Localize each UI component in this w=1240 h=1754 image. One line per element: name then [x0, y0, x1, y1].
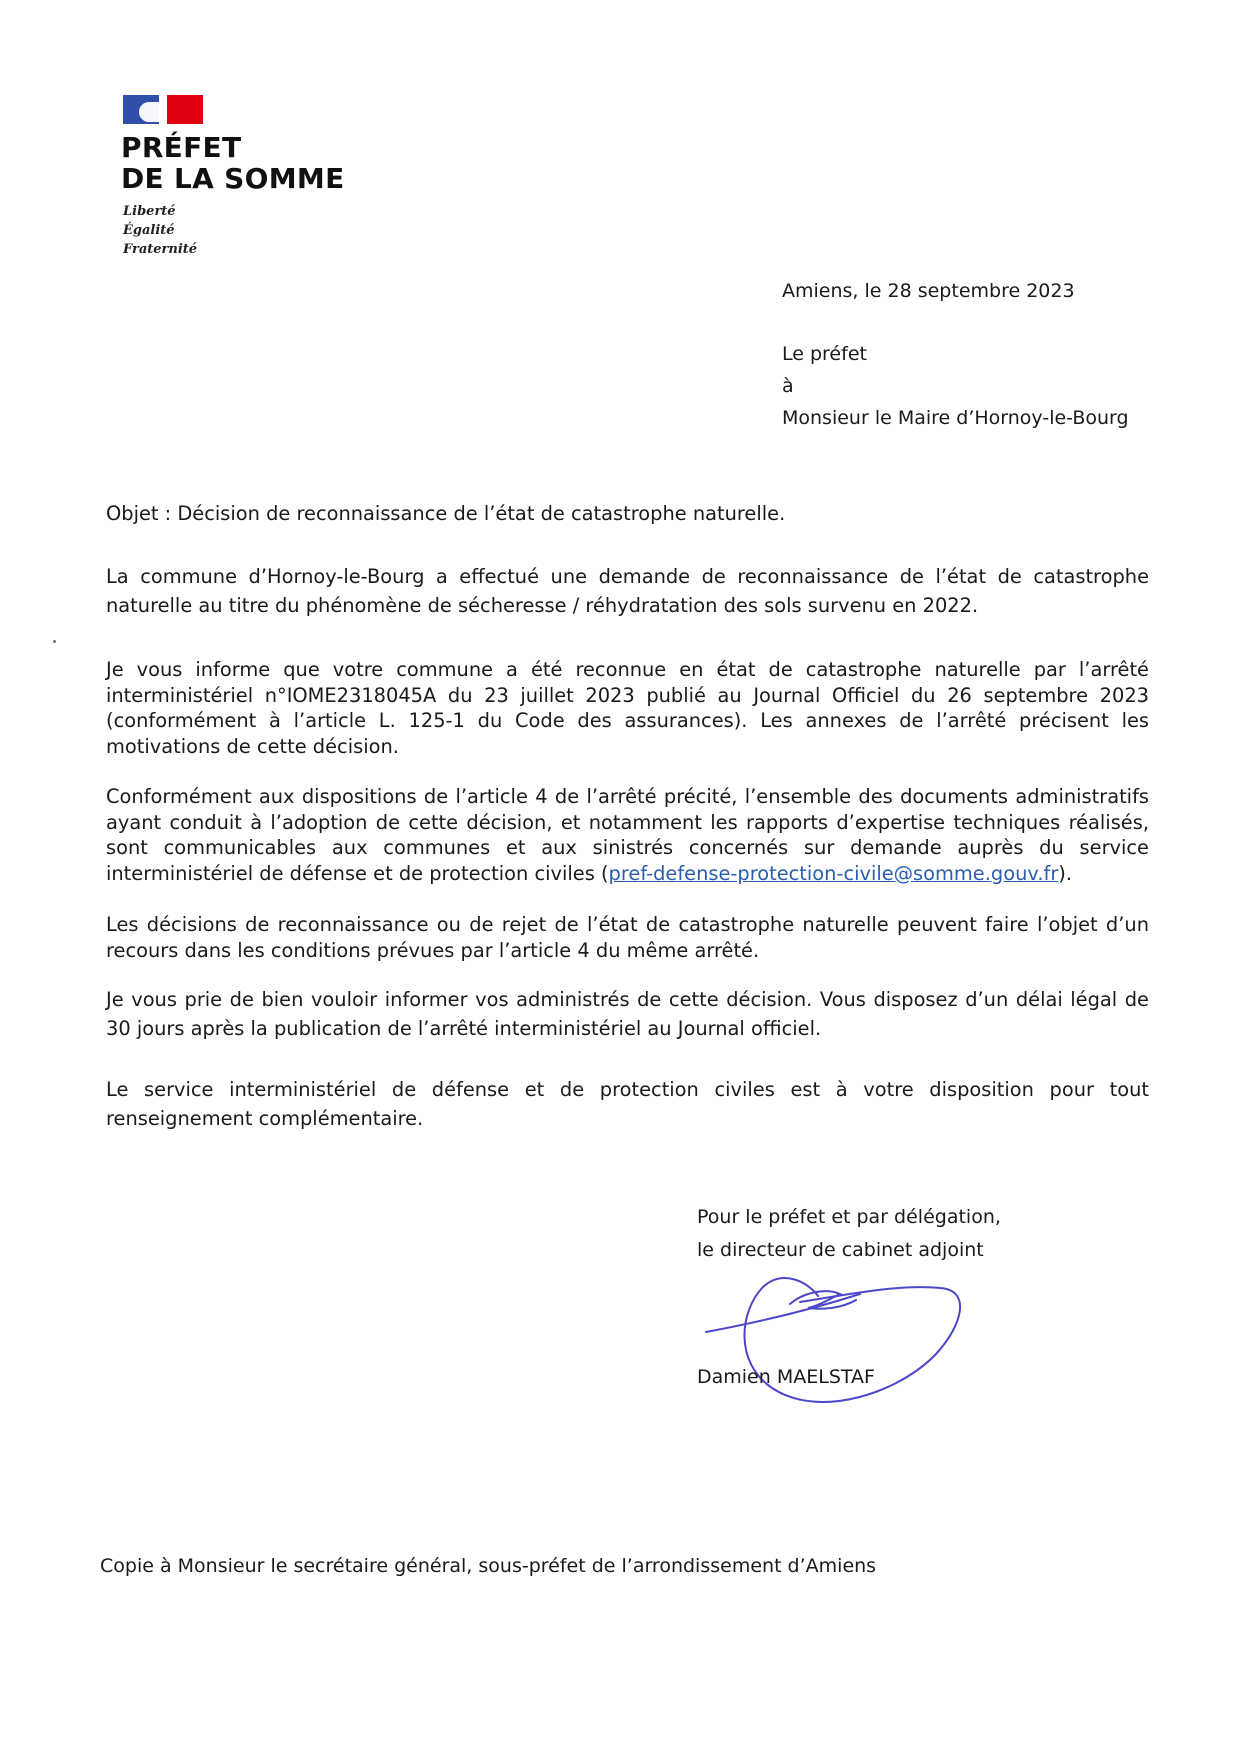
email-link[interactable]: pref-defense-protection-civile@somme.gouv.fr — [608, 861, 1059, 885]
subject-line: Objet : Décision de reconnaissance de l’état de catastrophe naturelle. — [106, 502, 786, 525]
copy-line: Copie à Monsieur le secrétaire général, sous-préfet de l’arrondissement d’Amiens — [100, 1555, 877, 1577]
paragraph-request: La commune d’Hornoy-le-Bourg a effectué une demande de reconnaissance de l’état de catastrophe naturelle au titre du phénomène de sécheresse / réhydratation des sols survenu en 2022. — [106, 565, 1149, 617]
marianne-logo — [123, 95, 203, 124]
handwritten-signature — [700, 1270, 990, 1415]
paragraph-documents-text: Conformément aux dispositions de l’article 4 de l’arrêté précité, l’ensemble des documents administratifs ayant conduit à l’adoption de cette décision, et notamment les rapports d’expertise techniques réalisés, sont communicables aux communes et aux sinistrés concernés sur demande auprès du service interministériel de défense et de protection civiles ( — [106, 785, 1149, 885]
sender: Le préfet — [782, 343, 867, 365]
scan-artifact — [53, 640, 56, 643]
signer-name: Damien MAELSTAF — [697, 1366, 875, 1388]
motto-egalite: Égalité — [123, 223, 175, 238]
marianne-profile-icon — [139, 102, 159, 122]
signature-title: le directeur de cabinet adjoint — [697, 1239, 984, 1261]
paragraph-recognition: Je vous informe que votre commune a été reconnue en état de catastrophe naturelle par l’arrêté interministériel n°IOME2318045A du 23 juillet 2023 publié au Journal Officiel du 26 septembre 2023 (conformément à l’article L. 125-1 du Code des assurances). Les annexes de l’arrêté précisent les motivations de cette décision. — [106, 658, 1149, 758]
authority-title — [121, 132, 345, 194]
signature-delegation: Pour le préfet et par délégation, — [697, 1206, 1001, 1228]
paragraph-documents-end: ). — [1058, 861, 1073, 885]
flag-red-band — [167, 95, 203, 124]
paragraph-appeal: Les décisions de reconnaissance ou de rejet de l’état de catastrophe naturelle peuvent faire l’objet d’un recours dans les conditions prévues par l’article 4 du même arrêté. — [106, 913, 1149, 962]
authority-line1: PRÉFET — [121, 131, 242, 164]
motto-liberte: Liberté — [123, 204, 176, 219]
flag-blue-band — [123, 95, 159, 124]
republic-motto — [123, 202, 197, 259]
to-word: à — [782, 375, 794, 397]
paragraph-service: Le service interministériel de défense et de protection civiles est à votre disposition pour tout renseignement complémentaire. — [106, 1078, 1149, 1130]
paragraph-documents — [106, 784, 1149, 886]
authority-line2: DE LA SOMME — [121, 162, 345, 195]
motto-fraternite: Fraternité — [123, 242, 198, 257]
recipient: Monsieur le Maire d’Hornoy-le-Bourg — [782, 407, 1129, 429]
date-line: Amiens, le 28 septembre 2023 — [782, 280, 1075, 302]
paragraph-inform: Je vous prie de bien vouloir informer vos administrés de cette décision. Vous disposez d’un délai légal de 30 jours après la publication de l’arrêté interministériel au Journal officiel. — [106, 988, 1149, 1040]
